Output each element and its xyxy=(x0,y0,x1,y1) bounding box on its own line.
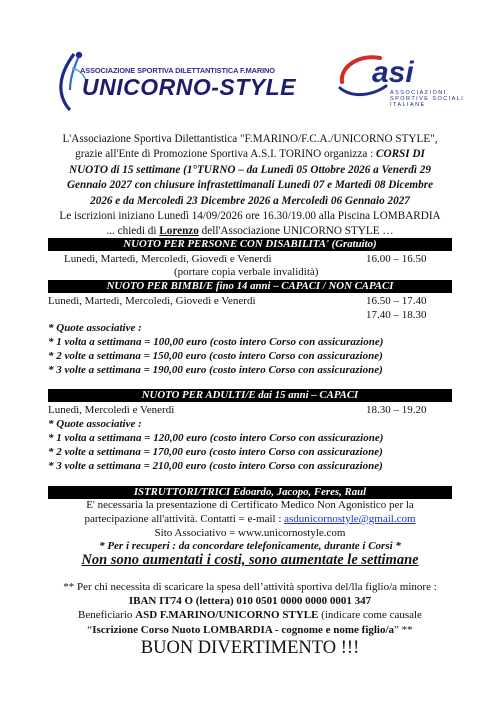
beneficiary-line xyxy=(32,608,468,622)
section-kids-fee-3: * 3 volte a settimana = 190,00 euro (costo intero Corso con assicurazione) xyxy=(48,364,383,376)
section-kids-fees-label: * Quote associative : xyxy=(48,322,142,334)
contacts-line xyxy=(32,513,468,527)
intro-line-3: NUOTO di 15 settimane (1°TURNO – da Lunedì 05 Ottobre 2026 a Venerdì 29 xyxy=(69,163,431,176)
intro-line-2-text: grazie all'Ente di Promozione Sportiva A.S.I. TORINO organizza : xyxy=(75,148,377,161)
logo-title: UNICORNO-STYLE xyxy=(82,74,296,100)
section-kids-fee-2: * 2 volte a settimana = 150,00 euro (costo intero Corso con assicurazione) xyxy=(48,350,383,362)
section-adults-fee-3: * 3 volte a settimana = 210,00 euro (costo intero Corso con assicurazione) xyxy=(48,460,383,472)
asi-word: asi xyxy=(372,56,414,89)
section-instructors-title: ISTRUTTORI/TRICI Edoardo, Jacopo, Feres, Raul xyxy=(48,486,452,499)
logo-subtitle: ASSOCIAZIONE SPORTIVA DILETTANTISTICA F.MARINO xyxy=(80,66,275,75)
section-disability-time: 16.00 – 16.50 xyxy=(366,253,427,265)
intro-line-7c: dell'Associazione UNICORNO STYLE … xyxy=(198,225,394,238)
causale-line xyxy=(32,623,468,637)
intro-line-2-bold: CORSI DI xyxy=(376,148,425,161)
causale-text: Iscrizione Corso Nuoto LOMBARDIA - cognome e nome figlio/a xyxy=(92,623,395,636)
section-adults-fees-label: * Quote associative : xyxy=(48,418,142,430)
certificate-line: E' necessaria la presentazione di Certificato Medico Non Agonistico per la xyxy=(86,499,414,511)
intro-line-4: Gennaio 2027 con chiusure infrastettimanali Lunedì 07 e Martedì 08 Dicembre xyxy=(66,179,434,192)
tax-deduction-line: ** Per chi necessita di scaricare la spesa dell’attività sportiva del/lla figlio/a minore : xyxy=(63,581,437,593)
section-disability-note: (portare copia verbale invalidità) xyxy=(174,266,319,278)
section-kids-time-2: 17.40 – 18.30 xyxy=(366,309,427,321)
intro-line-1: L'Associazione Sportiva Dilettantistica "F.MARINO/F.C.A./UNICORNO STYLE", xyxy=(62,133,438,145)
payment-info xyxy=(32,580,468,637)
beneficiary-label: Beneficiario xyxy=(78,609,136,622)
section-adults-title: NUOTO PER ADULTI/E dai 15 anni – CAPACI xyxy=(48,389,452,402)
contacts-line-text: partecipazione all'attività. Contatti = e-mail : xyxy=(84,512,285,525)
closing-line: BUON DIVERTIMENTO !!! xyxy=(140,638,360,658)
causale-open-quote: “ xyxy=(87,623,93,636)
intro-paragraph xyxy=(32,132,468,240)
section-adults-fee-1: * 1 volta a settimana = 120,00 euro (costo intero Corso con assicurazione) xyxy=(48,432,384,444)
unicorno-style-logo xyxy=(52,50,296,114)
section-disability-days: Lunedì, Martedì, Mercoledì, Giovedì e Venerdì xyxy=(64,253,272,265)
section-adults-fee-2: * 2 volte a settimana = 170,00 euro (costo intero Corso con assicurazione) xyxy=(48,446,383,458)
causale-close: ” ** xyxy=(394,623,413,636)
intro-line-2 xyxy=(32,147,468,162)
beneficiary-note: (indicare come causale xyxy=(318,609,422,622)
intro-line-6: Le iscrizioni iniziano Lunedì 14/09/2026 ore 16.30/19.00 alla Piscina LOMBARDIA xyxy=(59,210,441,223)
headline-weeks: Non sono aumentati i costi, sono aumentate le settimane xyxy=(81,552,419,568)
section-kids-days: Lunedì, Martedì, Mercoledì, Giovedì e Venerdì xyxy=(48,295,256,307)
website-line: Sito Associativo = www.unicornostyle.com xyxy=(154,526,346,539)
beneficiary-name: ASD F.MARINO/UNICORNO STYLE xyxy=(135,609,319,622)
section-instructors-body xyxy=(32,499,468,554)
asi-logo xyxy=(336,52,465,108)
section-adults-time: 18.30 – 19.20 xyxy=(366,404,427,416)
email-link[interactable]: asdunicornostyle@gmail.com xyxy=(284,512,416,525)
asi-line-2: SPORTIVE SOCIALI xyxy=(390,96,465,102)
section-kids-time-1: 16.50 – 17.40 xyxy=(366,295,427,307)
intro-line-7a: ... chiedi di xyxy=(106,225,160,238)
section-adults-days: Lunedì, Mercoledì e Venerdì xyxy=(48,404,175,416)
asi-line-3: ITALIANE xyxy=(390,102,426,108)
asi-line-1: ASSOCIAZIONI xyxy=(390,90,447,96)
intro-line-5: 2026 e da Mercoledì 23 Dicembre 2026 a Mercoledì 06 Gennaio 2027 xyxy=(90,194,410,207)
iban-line: IBAN IT74 O (lettera) 010 0501 0000 0000 0001 347 xyxy=(128,595,372,608)
section-disability-title: NUOTO PER PERSONE CON DISABILITA' (Gratuito) xyxy=(48,238,452,251)
section-kids-fee-1: * 1 volta a settimana = 100,00 euro (costo intero Corso con assicurazione) xyxy=(48,336,384,348)
section-kids-title: NUOTO PER BIMBI/E fino 14 anni – CAPACI / NON CAPACI xyxy=(48,280,452,293)
contact-person-name: Lorenzo xyxy=(159,225,199,238)
recovery-line: * Per i recuperi : da concordare telefonicamente, durante i Corsi * xyxy=(99,540,401,553)
